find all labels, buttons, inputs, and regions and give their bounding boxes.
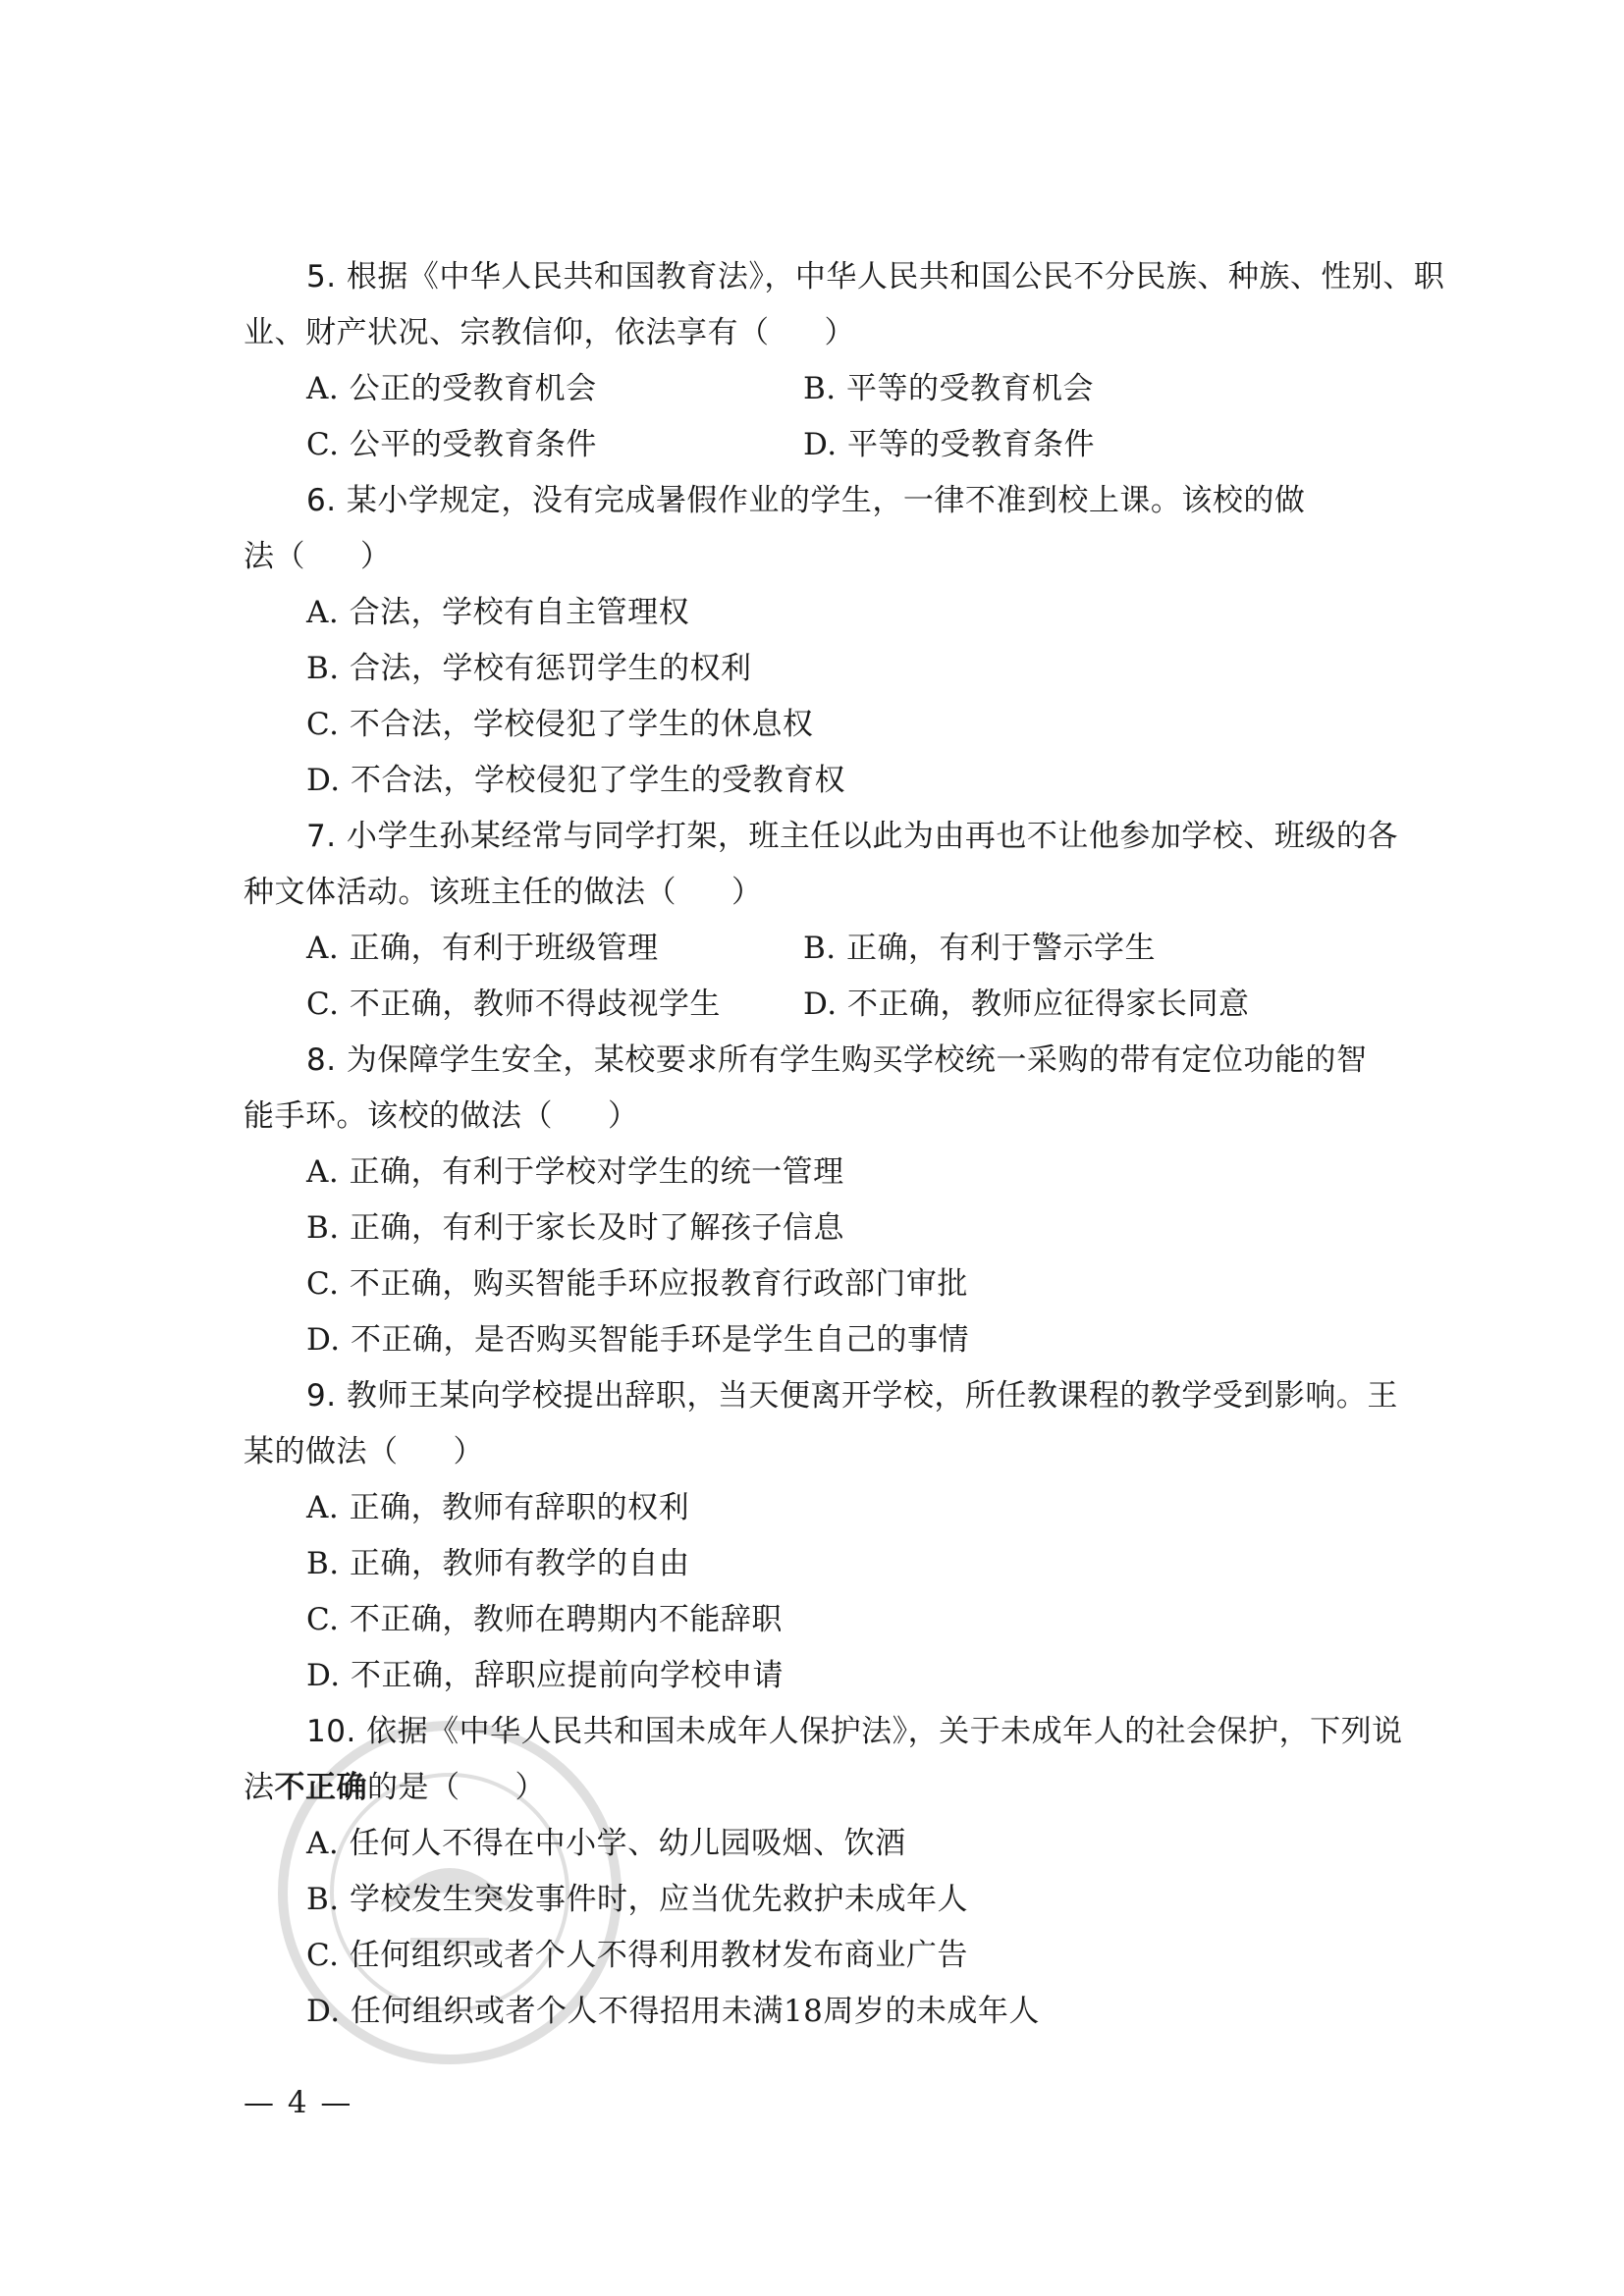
option-d[interactable]: D. 不正确，辞职应提前向学校申请 (306, 1658, 784, 1693)
option-row (244, 921, 1410, 977)
question-5 (244, 249, 1445, 473)
question-stem: 10. 依据《中华人民共和国未成年人保护法》，关于未成年人的社会保护，下列说 (306, 1714, 1403, 1749)
question-stem-continued: 能手环。该校的做法（ ） (244, 1098, 639, 1134)
option-row (244, 417, 1410, 473)
option-c[interactable]: C. 任何组织或者个人不得利用教材发布商业广告 (306, 1938, 968, 1973)
option-c[interactable]: C. 不正确，教师不得歧视学生 (306, 987, 721, 1022)
question-stem-continued: 业、财产状况、宗教信仰，依法享有（ ） (244, 315, 855, 350)
option-a[interactable]: A. 公正的受教育机会 (306, 371, 597, 406)
question-stem-continued: 法（ ） (244, 539, 392, 574)
question-stem: 5. 根据《中华人民共和国教育法》，中华人民共和国公民不分民族、种族、性别、职 (306, 259, 1445, 294)
question-9 (244, 1368, 1410, 1704)
option-d[interactable]: D. 不合法，学校侵犯了学生的受教育权 (306, 763, 845, 798)
question-10 (244, 1704, 1410, 2040)
option-b[interactable]: B. 合法，学校有惩罚学生的权利 (306, 651, 752, 686)
option-c[interactable]: C. 不正确，教师在聘期内不能辞职 (306, 1602, 783, 1637)
option-a[interactable]: A. 正确，有利于学校对学生的统一管理 (306, 1154, 844, 1190)
page-number: — 4 — (244, 2085, 353, 2120)
question-stem: 6. 某小学规定，没有完成暑假作业的学生，一律不准到校上课。该校的做 (306, 483, 1306, 518)
option-b[interactable]: B. 正确，有利于警示学生 (803, 931, 1156, 966)
question-stem: 9. 教师王某向学校提出辞职，当天便离开学校，所任教课程的教学受到影响。王 (306, 1378, 1398, 1414)
question-8 (244, 1033, 1410, 1368)
question-stem-continued: 种文体活动。该班主任的做法（ ） (244, 875, 763, 910)
option-a[interactable]: A. 正确，有利于班级管理 (306, 931, 659, 966)
option-row (244, 361, 1410, 417)
option-b[interactable]: B. 平等的受教育机会 (803, 371, 1094, 406)
option-d[interactable]: D. 不正确，是否购买智能手环是学生自己的事情 (306, 1322, 969, 1358)
question-6 (244, 473, 1410, 809)
option-row (244, 977, 1410, 1033)
option-d[interactable]: D. 任何组织或者个人不得招用未满18周岁的未成年人 (306, 1994, 1040, 2029)
option-b[interactable]: B. 学校发生突发事件时，应当优先救护未成年人 (306, 1882, 968, 1917)
question-stem-continued: 法不正确的是（ ） (244, 1770, 546, 1805)
option-a[interactable]: A. 任何人不得在中小学、幼儿园吸烟、饮酒 (306, 1826, 906, 1861)
option-a[interactable]: A. 正确，教师有辞职的权利 (306, 1490, 690, 1525)
question-stem: 8. 为保障学生安全，某校要求所有学生购买学校统一采购的带有定位功能的智 (306, 1042, 1368, 1078)
question-list (244, 249, 1445, 2040)
option-c[interactable]: C. 公平的受教育条件 (306, 427, 597, 462)
option-b[interactable]: B. 正确，有利于家长及时了解孩子信息 (306, 1210, 844, 1246)
question-stem: 7. 小学生孙某经常与同学打架，班主任以此为由再也不让他参加学校、班级的各 (306, 819, 1398, 854)
emphasis-not-correct: 不正确 (274, 1770, 367, 1805)
option-d[interactable]: D. 不正确，教师应征得家长同意 (803, 987, 1250, 1022)
question-stem-continued: 某的做法（ ） (244, 1434, 484, 1469)
option-b[interactable]: B. 正确，教师有教学的自由 (306, 1546, 690, 1581)
option-a[interactable]: A. 合法，学校有自主管理权 (306, 595, 690, 630)
option-d[interactable]: D. 平等的受教育条件 (803, 427, 1095, 462)
question-7 (244, 809, 1410, 1033)
option-c[interactable]: C. 不正确，购买智能手环应报教育行政部门审批 (306, 1266, 968, 1302)
option-c[interactable]: C. 不合法，学校侵犯了学生的休息权 (306, 707, 814, 742)
